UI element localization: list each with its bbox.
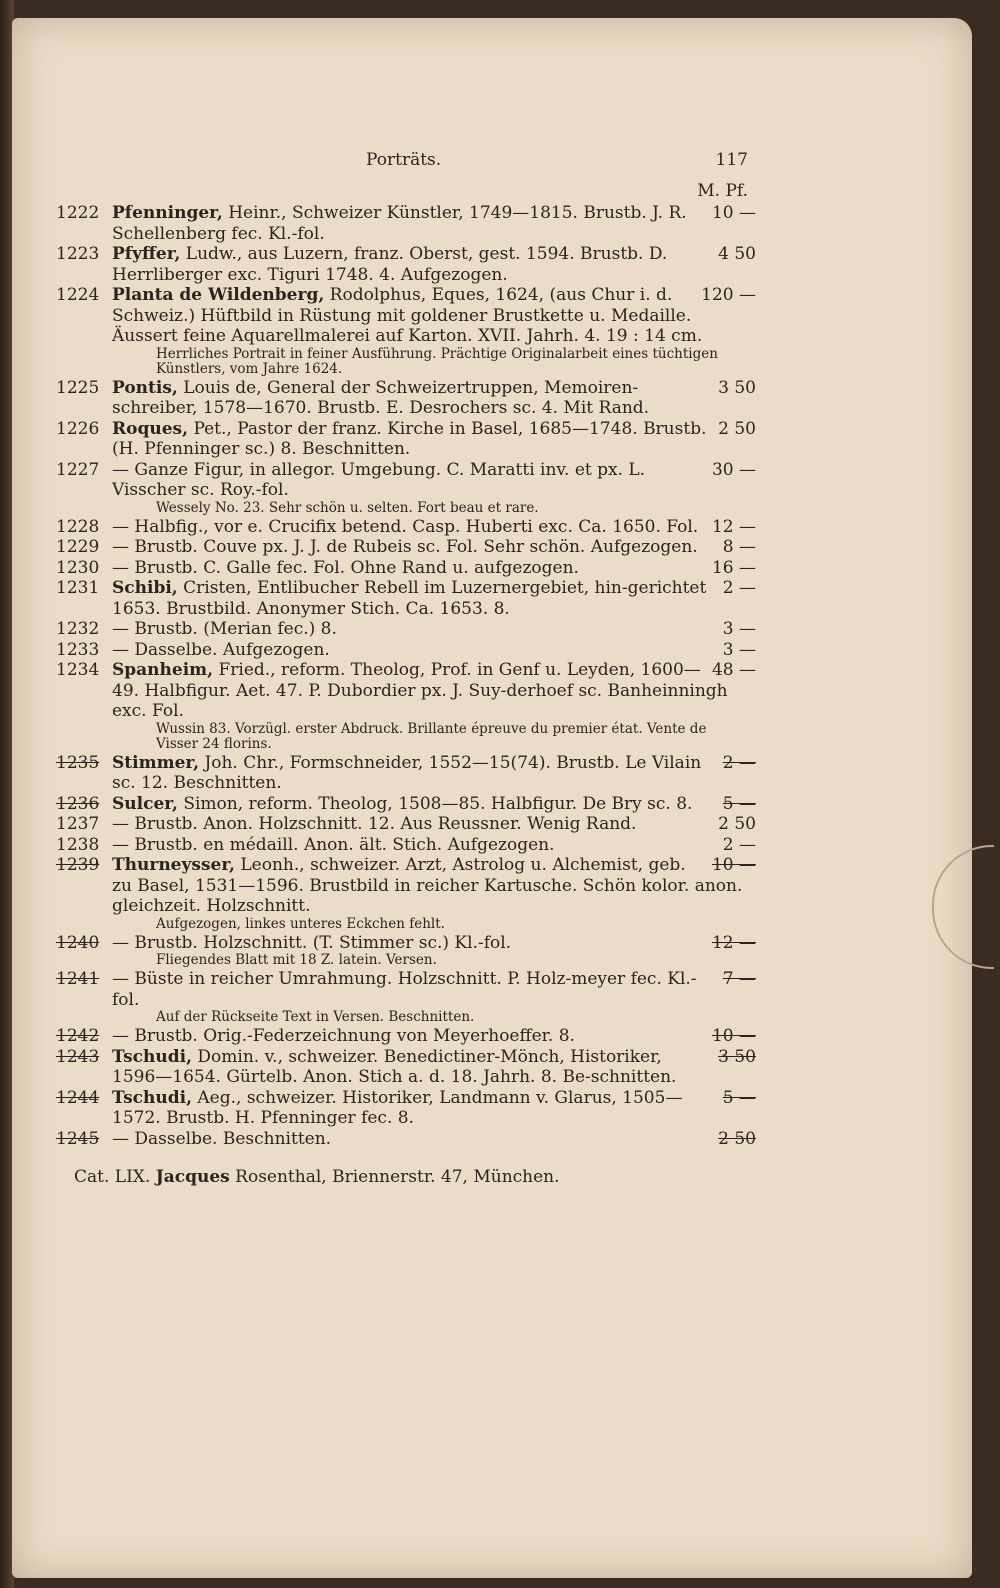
entry-number: 1227 bbox=[56, 459, 100, 480]
entry-body bbox=[112, 1129, 756, 1150]
entry-body bbox=[112, 753, 756, 794]
entry-number: 1239 bbox=[56, 855, 100, 875]
entry-description: Cristen, Entlibucher Rebell im Luzernergebiet, hin-gerichtet 1653. Brustbild. Anonymer Stich. Ca. 1653. 8. bbox=[112, 578, 707, 619]
entry-note: Wussin 83. Vorzügl. erster Abdruck. Brillante épreuve du premier état. Vente de Visser 24 florins. bbox=[156, 720, 707, 752]
entry-description: Louis de, General der Schweizertruppen, Memoiren-schreiber, 1578—1670. Brustb. E. Desrochers sc. 4. Mit Rand. bbox=[112, 377, 650, 418]
catalog-entry bbox=[56, 285, 756, 347]
entry-note: Auf der Rückseite Text in Versen. Beschnitten. bbox=[156, 1009, 475, 1025]
entry-description: Domin. v., schweizer. Benedictiner-Mönch, Historiker, 1596—1654. Gürtelb. Anon. Stich a. d. 18. Jahrh. 8. Be-schnitten. bbox=[112, 1046, 677, 1087]
catalog-entry bbox=[56, 378, 756, 419]
entry-body bbox=[112, 517, 756, 538]
catalog-entry bbox=[56, 619, 756, 640]
entry-price: 3 — bbox=[722, 639, 756, 660]
catalog-entry bbox=[56, 537, 756, 558]
entry-body bbox=[112, 933, 756, 954]
catalog-entry bbox=[56, 558, 756, 579]
page-content bbox=[56, 150, 756, 1188]
entry-list bbox=[56, 203, 756, 1149]
entry-price: 2 — bbox=[722, 834, 756, 855]
entry-body bbox=[112, 244, 756, 285]
entry-price: 2 50 bbox=[718, 1128, 756, 1149]
catalog-entry bbox=[56, 1047, 756, 1088]
entry-description: Leonh., schweizer. Arzt, Astrolog u. Alchemist, geb. zu Basel, 1531—1596. Brustbild in reicher Kartusche. Schön kolor. anon. gleichzeit. Holzschnitt. bbox=[112, 855, 743, 916]
entry-price: 2 50 bbox=[718, 418, 756, 439]
entry-price: 10 — bbox=[711, 203, 756, 223]
entry-description: Simon, reform. Theolog, 1508—85. Halbfigur. De Bry sc. 8. bbox=[183, 793, 693, 814]
catalog-entry bbox=[56, 969, 756, 1010]
entry-description: Heinr., Schweizer Künstler, 1749—1815. Brustb. J. R. Schellenberg fec. Kl.-fol. bbox=[112, 203, 687, 244]
entry-description: — Dasselbe. Beschnitten. bbox=[112, 1128, 332, 1149]
entry-price: 2 — bbox=[722, 578, 756, 598]
entry-name: Stimmer, bbox=[112, 752, 200, 773]
page-number: 117 bbox=[715, 150, 748, 170]
catalog-entry bbox=[56, 640, 756, 661]
entry-name: Pfenninger, bbox=[112, 203, 223, 223]
currency-header: M. Pf. bbox=[697, 180, 748, 201]
catalog-entry bbox=[56, 1088, 756, 1129]
entry-number: 1230 bbox=[56, 557, 100, 578]
entry-description: Aeg., schweizer. Historiker, Landmann v. Glarus, 1505—1572. Brustb. H. Pfenninger fec. 8. bbox=[112, 1087, 683, 1128]
page-title: Porträts. bbox=[366, 150, 442, 170]
entry-body bbox=[112, 814, 756, 835]
entry-price: 12 — bbox=[711, 932, 756, 953]
entry-number: 1238 bbox=[56, 834, 100, 855]
entry-number: 1240 bbox=[56, 932, 100, 953]
catalog-entry bbox=[56, 244, 756, 285]
entry-name: Sulcer, bbox=[112, 793, 178, 814]
entry-number: 1228 bbox=[56, 516, 100, 537]
entry-body bbox=[112, 794, 756, 815]
entry-price: 30 — bbox=[711, 459, 756, 480]
entry-number: 1235 bbox=[56, 752, 100, 773]
footer-catalog: Cat. LIX. bbox=[74, 1167, 151, 1187]
entry-description: Fried., reform. Theolog, Prof. in Genf u. Leyden, 1600—49. Halbfigur. Aet. 47. P. Dubordier px. J. Suy-derhoef sc. Banheinningh exc. Fol. bbox=[112, 660, 728, 721]
entry-description: — Büste in reicher Umrahmung. Holzschnitt. P. Holz-meyer fec. Kl.-fol. bbox=[112, 969, 697, 1010]
entry-body bbox=[112, 660, 756, 722]
entry-description: Joh. Chr., Formschneider, 1552—15(74). Brustb. Le Vilain sc. 12. Beschnitten. bbox=[112, 752, 702, 793]
entry-price: 2 — bbox=[722, 752, 756, 773]
entry-description: Pet., Pastor der franz. Kirche in Basel, 1685—1748. Brustb. (H. Pfenninger sc.) 8. Beschnitten. bbox=[112, 418, 707, 459]
entry-price: 10 — bbox=[711, 1026, 756, 1046]
catalog-entry bbox=[56, 835, 756, 856]
entry-number: 1241 bbox=[56, 969, 100, 989]
entry-description: Rodolphus, Eques, 1624, (aus Chur i. d. Schweiz.) Hüftbild in Rüstung mit goldener Brustkette u. Medaille. Äussert feine Aquarellmalerei auf Karton. XVII. Jahrh. 4. 19 : 14 cm. bbox=[112, 285, 703, 346]
entry-price: 5 — bbox=[722, 793, 756, 814]
entry-description: — Brustb. Couve px. J. J. de Rubeis sc. Fol. Sehr schön. Aufgezogen. bbox=[112, 537, 698, 557]
entry-number: 1233 bbox=[56, 639, 100, 660]
entry-price: 7 — bbox=[722, 969, 756, 989]
entry-name: Tschudi, bbox=[112, 1087, 192, 1108]
entry-number: 1234 bbox=[56, 660, 100, 680]
entry-name: Planta de Wildenberg, bbox=[112, 285, 325, 305]
entry-price: 10 — bbox=[711, 855, 756, 875]
entry-number: 1243 bbox=[56, 1046, 100, 1067]
entry-body bbox=[112, 855, 756, 917]
entry-price: 8 — bbox=[722, 537, 756, 557]
entry-description: — Brustb. (Merian fec.) 8. bbox=[112, 619, 337, 639]
catalog-entry bbox=[56, 1129, 756, 1150]
entry-description: Ludw., aus Luzern, franz. Oberst, gest. 1594. Brustb. D. Herrliberger exc. Tiguri 1748. 4. Aufgezogen. bbox=[112, 244, 668, 285]
entry-body bbox=[112, 203, 756, 244]
entry-price: 4 50 bbox=[718, 244, 756, 264]
entry-price: 5 — bbox=[722, 1087, 756, 1108]
catalog-entry bbox=[56, 814, 756, 835]
entry-price: 3 50 bbox=[718, 377, 756, 398]
entry-description: — Ganze Figur, in allegor. Umgebung. C. Maratti inv. et px. L. Visscher sc. Roy.-fol. bbox=[112, 459, 646, 500]
entry-name: Roques, bbox=[112, 418, 189, 439]
entry-number: 1229 bbox=[56, 537, 100, 557]
catalog-entry bbox=[56, 933, 756, 954]
entry-body bbox=[112, 537, 756, 558]
entry-price: 3 50 bbox=[718, 1046, 756, 1067]
entry-note: Fliegendes Blatt mit 18 Z. latein. Versen. bbox=[156, 952, 437, 968]
entry-number: 1236 bbox=[56, 793, 100, 814]
catalog-entry bbox=[56, 517, 756, 538]
entry-name: Pfyffer, bbox=[112, 244, 181, 264]
catalog-entry bbox=[56, 753, 756, 794]
entry-name: Spanheim, bbox=[112, 660, 214, 680]
entry-body bbox=[112, 578, 756, 619]
footer-address: Rosenthal, Briennerstr. 47, München. bbox=[235, 1167, 560, 1187]
entry-number: 1225 bbox=[56, 377, 100, 398]
entry-description: — Brustb. en médaill. Anon. ält. Stich. Aufgezogen. bbox=[112, 834, 555, 855]
entry-body bbox=[112, 619, 756, 640]
entry-body bbox=[112, 640, 756, 661]
catalog-entry bbox=[56, 578, 756, 619]
catalog-footer bbox=[56, 1167, 756, 1188]
entry-description: — Halbfig., vor e. Crucifix betend. Casp. Huberti exc. Ca. 1650. Fol. bbox=[112, 516, 699, 537]
entry-number: 1244 bbox=[56, 1087, 100, 1108]
entry-number: 1224 bbox=[56, 285, 100, 305]
catalog-entry bbox=[56, 1026, 756, 1047]
entry-body bbox=[112, 285, 756, 347]
running-head bbox=[56, 150, 756, 171]
entry-price: 2 50 bbox=[718, 814, 756, 834]
footer-dealer-name: Jacques bbox=[155, 1167, 230, 1187]
entry-body bbox=[112, 378, 756, 419]
entry-body bbox=[112, 1026, 756, 1047]
entry-description: — Brustb. Holzschnitt. (T. Stimmer sc.) Kl.-fol. bbox=[112, 932, 512, 953]
entry-note: Aufgezogen, linkes unteres Eckchen fehlt. bbox=[156, 915, 445, 932]
entry-number: 1242 bbox=[56, 1026, 100, 1046]
entry-price: 120 — bbox=[701, 285, 756, 305]
entry-note: Herrliches Portrait in feiner Ausführung. Prächtige Originalarbeit eines tüchtigen Künstlers, vom Jahre 1624. bbox=[156, 345, 718, 377]
entry-name: Pontis, bbox=[112, 377, 178, 398]
entry-body bbox=[112, 558, 756, 579]
entry-number: 1231 bbox=[56, 578, 100, 598]
entry-body bbox=[112, 460, 756, 501]
entry-description: — Brustb. Anon. Holzschnitt. 12. Aus Reussner. Wenig Rand. bbox=[112, 814, 637, 834]
catalog-entry bbox=[56, 419, 756, 460]
entry-body bbox=[112, 1047, 756, 1088]
catalog-entry bbox=[56, 660, 756, 722]
entry-body bbox=[112, 835, 756, 856]
entry-price: 48 — bbox=[711, 660, 756, 680]
entry-price: 16 — bbox=[711, 557, 756, 578]
entry-name: Tschudi, bbox=[112, 1046, 192, 1067]
catalog-entry bbox=[56, 460, 756, 501]
entry-number: 1232 bbox=[56, 619, 100, 639]
entry-price: 12 — bbox=[711, 516, 756, 537]
entry-number: 1245 bbox=[56, 1128, 100, 1149]
entry-number: 1222 bbox=[56, 203, 100, 223]
catalog-entry bbox=[56, 203, 756, 244]
entry-price: 3 — bbox=[722, 619, 756, 639]
entry-description: — Brustb. Orig.-Federzeichnung von Meyerhoeffer. 8. bbox=[112, 1026, 575, 1046]
catalog-entry bbox=[56, 794, 756, 815]
entry-body bbox=[112, 419, 756, 460]
catalog-entry bbox=[56, 855, 756, 917]
entry-description: — Brustb. C. Galle fec. Fol. Ohne Rand u. aufgezogen. bbox=[112, 557, 579, 578]
entry-body bbox=[112, 969, 756, 1010]
entry-description: — Dasselbe. Aufgezogen. bbox=[112, 639, 330, 660]
entry-number: 1223 bbox=[56, 244, 100, 264]
entry-name: Schibi, bbox=[112, 578, 178, 598]
entry-name: Thurneysser, bbox=[112, 855, 235, 875]
entry-number: 1226 bbox=[56, 418, 100, 439]
entry-note: Wessely No. 23. Sehr schön u. selten. Fort beau et rare. bbox=[156, 499, 539, 516]
entry-number: 1237 bbox=[56, 814, 100, 834]
entry-body bbox=[112, 1088, 756, 1129]
